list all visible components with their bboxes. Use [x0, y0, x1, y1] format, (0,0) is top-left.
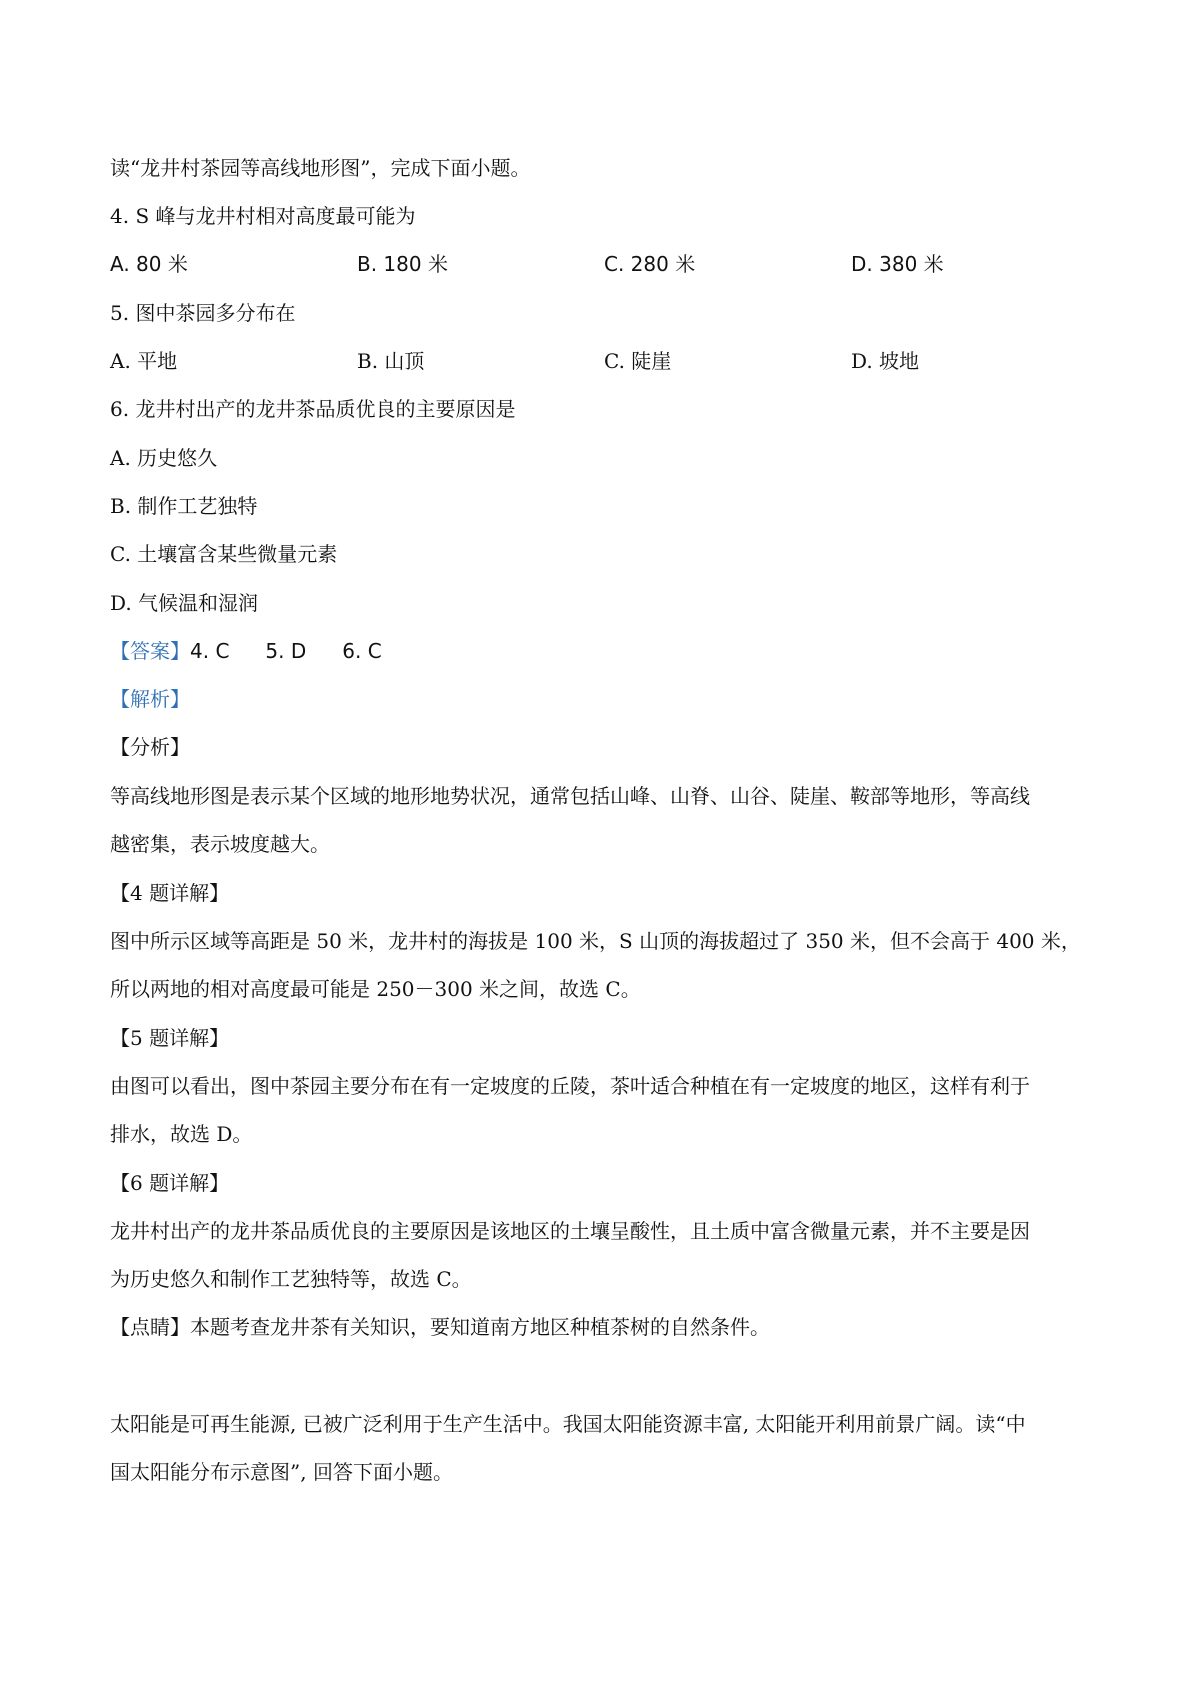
- detail-5-line-2: 排水，故选 D。: [110, 1122, 253, 1146]
- analysis-label: 【解析】: [110, 687, 190, 711]
- question-4-option-b: B. 180 米: [357, 252, 448, 276]
- detail-4-line-2: 所以两地的相对高度最可能是 250－300 米之间，故选 C。: [110, 977, 641, 1001]
- question-4-option-d: D. 380 米: [851, 252, 944, 276]
- intro2-line-1: 太阳能是可再生能源, 已被广泛利用于生产生活中。我国太阳能资源丰富, 太阳能开利用前景广阔。读“中: [110, 1412, 1026, 1436]
- question-6-option-a: A. 历史悠久: [110, 446, 218, 470]
- question-4-option-a: A. 80 米: [110, 252, 188, 276]
- detail-5-label: 【5 题详解】: [110, 1026, 230, 1050]
- fenxi-line-1: 等高线地形图是表示某个区域的地形地势状况，通常包括山峰、山脊、山谷、陡崖、鞍部等地形，等高线: [110, 784, 1030, 808]
- detail-4-label: 【4 题详解】: [110, 881, 230, 905]
- question-5-option-a: A. 平地: [110, 349, 178, 373]
- question-5-stem: 5. 图中茶园多分布在: [110, 301, 296, 325]
- dianjing-line: 【点睛】本题考查龙井茶有关知识，要知道南方地区种植茶树的自然条件。: [110, 1315, 770, 1339]
- fenxi-line-2: 越密集，表示坡度越大。: [110, 832, 330, 856]
- detail-6-label: 【6 题详解】: [110, 1171, 230, 1195]
- detail-5-line-1: 由图可以看出，图中茶园主要分布在有一定坡度的丘陵，茶叶适合种植在有一定坡度的地区，这样有利于: [110, 1074, 1030, 1098]
- answer-item-5: 5. D: [265, 639, 307, 663]
- answer-line: [110, 637, 382, 665]
- question-5-option-c: C. 陡崖: [604, 349, 672, 373]
- intro2-line-2: 国太阳能分布示意图”, 回答下面小题。: [110, 1460, 453, 1484]
- fenxi-label: 【分析】: [110, 735, 190, 759]
- answer-item-6: 6. C: [342, 639, 382, 663]
- question-4-stem: 4. S 峰与龙井村相对高度最可能为: [110, 204, 416, 228]
- answer-item-4: 4. C: [190, 639, 230, 663]
- intro-line: 读“龙井村茶园等高线地形图”，完成下面小题。: [110, 156, 531, 180]
- question-5-option-d: D. 坡地: [851, 349, 920, 373]
- question-6-option-b: B. 制作工艺独特: [110, 494, 258, 518]
- detail-6-line-1: 龙井村出产的龙井茶品质优良的主要原因是该地区的土壤呈酸性，且土质中富含微量元素，并不主要是因: [110, 1219, 1030, 1243]
- detail-6-line-2: 为历史悠久和制作工艺独特等，故选 C。: [110, 1267, 472, 1291]
- question-6-option-d: D. 气候温和湿润: [110, 591, 259, 615]
- question-5-option-b: B. 山顶: [357, 349, 425, 373]
- question-6-stem: 6. 龙井村出产的龙井茶品质优良的主要原因是: [110, 397, 516, 421]
- answer-label: 【答案】: [110, 639, 190, 663]
- detail-4-line-1: 图中所示区域等高距是 50 米，龙井村的海拔是 100 米，S 山顶的海拔超过了 350 米，但不会高于 400 米，: [110, 929, 1081, 953]
- question-6-option-c: C. 土壤富含某些微量元素: [110, 542, 338, 566]
- question-4-option-c: C. 280 米: [604, 252, 696, 276]
